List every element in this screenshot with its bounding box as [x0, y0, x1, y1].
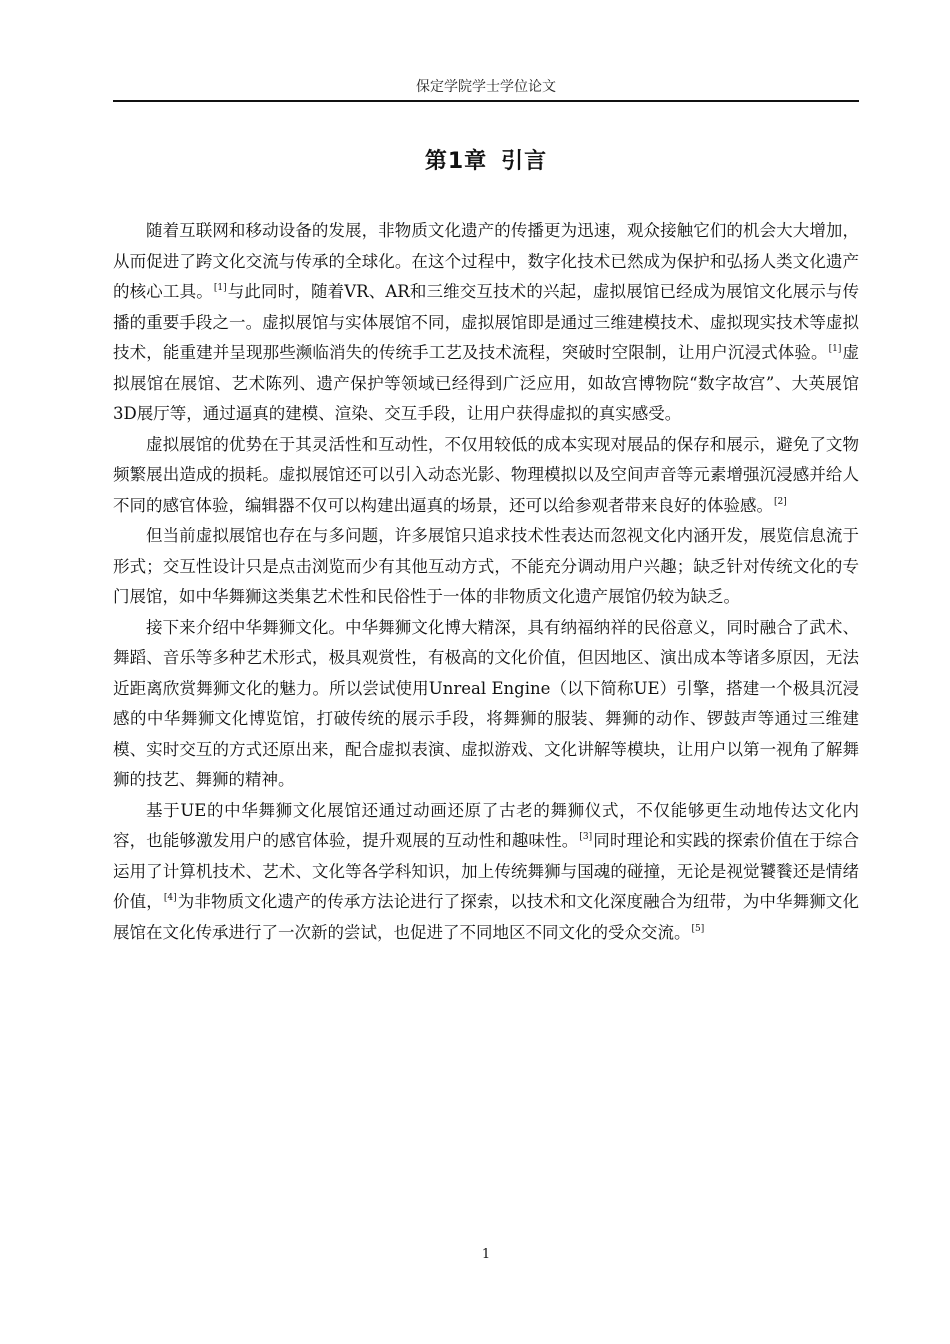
chapter-number: 第1章 — [424, 149, 488, 174]
citation[interactable]: [5] — [691, 923, 705, 934]
chapter-body — [113, 216, 859, 948]
paragraph-text: 基于UE的中华舞狮文化展馆还通过动画还原了古老的舞狮仪式，不仅能够更生动地传达文化内容，也能够激发用户的感官体验，提升观展的互动性和趣味性。 — [113, 800, 859, 850]
paragraph-text: 但当前虚拟展馆也存在与多问题，许多展馆只追求技术性表达而忽视文化内涵开发，展览信息流于形式；交互性设计只是点击浏览而少有其他互动方式，不能充分调动用户兴趣；缺乏针对传统文化的专门展馆，如中华舞狮这类集艺术性和民俗性于一体的非物质文化遗产展馆仍较为缺乏。 — [113, 526, 859, 606]
paragraph-text: 随着互联网和移动设备的发展，非物质文化遗产的传播更为迅速，观众接触它们的机会大大增加，从而促进了跨文化交流与传承的全球化。在这个过程中，数字化技术已然成为保护和弘扬人类文化遗产的核心工具。 — [113, 221, 859, 301]
paragraph-text: 为非物质文化遗产的传承方法论进行了探索，以技术和文化深度融合为纽带，为中华舞狮文化展馆在文化传承进行了一次新的尝试，也促进了不同地区不同文化的受众交流。 — [113, 892, 860, 942]
citation[interactable]: [2] — [774, 496, 787, 507]
paragraph — [113, 216, 859, 430]
paragraph-text: 接下来介绍中华舞狮文化。中华舞狮文化博大精深，具有纳福纳祥的民俗意义，同时融合了武术、舞蹈、音乐等多种艺术形式，极具观赏性，有极高的文化价值，但因地区、演出成本等诸多原因，无法近距离欣赏舞狮文化的魅力。所以尝试使用Unreal Engine（以下简称UE）引擎，搭建一个极具沉浸感的中华舞狮文化博览馆，打破传统的展示手段，将舞狮的服装、舞狮的动作、锣鼓声等通过三维建模、实时交互的方式还原出来，配合虚拟表演、虚拟游戏、文化讲解等模块，让用户以第一视角了解舞狮的技艺、舞狮的精神。 — [113, 617, 859, 789]
paragraph — [113, 521, 859, 613]
paragraph-text: 同时理论和实践的探索价值在于综合运用了计算机技术、艺术、文化等各学科知识，加上传统舞狮与国魂的碰撞，无论是视觉饕餮还是情绪价值， — [113, 831, 860, 911]
citation[interactable]: [4] — [163, 893, 177, 903]
paragraph — [113, 796, 859, 949]
citation[interactable]: [1] — [828, 344, 842, 354]
header-rule — [113, 100, 859, 102]
running-header: 保定学院学士学位论文 — [416, 79, 556, 95]
page-number: 1 — [481, 1247, 491, 1262]
paragraph — [113, 613, 859, 796]
paragraph-text: 与此同时，随着VR、AR和三维交互技术的兴起，虚拟展馆已经成为展馆文化展示与传播的重要手段之一。虚拟展馆与实体展馆不同，虚拟展馆即是通过三维建模技术、虚拟现实技术等虚拟技术，能重建并呈现那些濒临消失的传统手工艺及技术流程，突破时空限制，让用户沉浸式体验。 — [113, 282, 860, 362]
paragraph-text: 虚拟展馆在展馆、艺术陈列、遗产保护等领域已经得到广泛应用，如故宫博物院“数字故宫”、大英展馆3D展厅等，通过逼真的建模、渲染、交互手段，让用户获得虚拟的真实感受。 — [113, 343, 860, 423]
chapter-heading: 引言 — [501, 149, 548, 174]
citation[interactable]: [3] — [579, 832, 593, 842]
paragraph-text: 虚拟展馆的优势在于其灵活性和互动性，不仅用较低的成本实现对展品的保存和展示，避免了文物频繁展出造成的损耗。虚拟展馆还可以引入动态光影、物理模拟以及空间声音等元素增强沉浸感并给人不同的感官体验，编辑器不仅可以构建出逼真的场景，还可以给参观者带来良好的体验感。 — [113, 434, 859, 515]
citation[interactable]: [1] — [213, 283, 227, 293]
paragraph — [113, 430, 859, 522]
chapter-title — [113, 146, 859, 178]
